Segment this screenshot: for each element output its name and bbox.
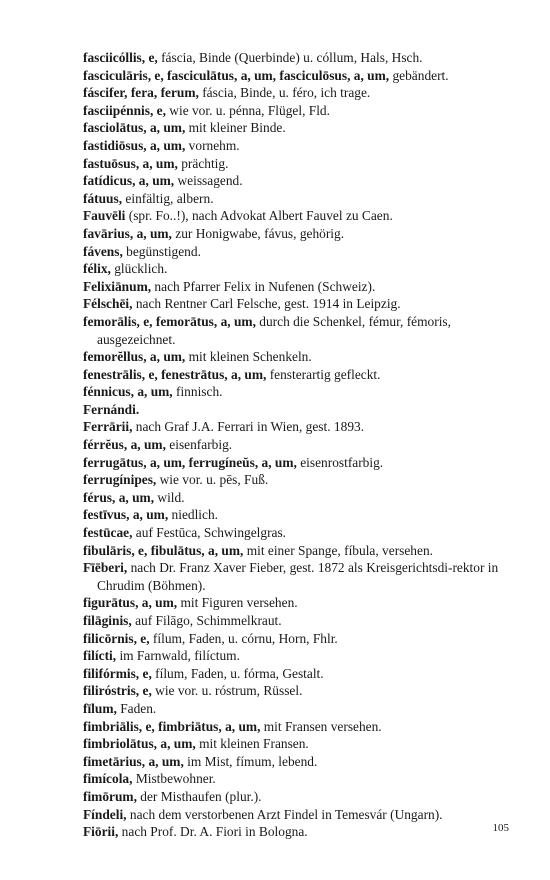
entry-definition: auf Festūca, Schwingelgras. [132, 525, 287, 541]
entry-definition: weissagend. [174, 173, 243, 189]
dictionary-entry [83, 401, 509, 419]
dictionary-entry [83, 137, 509, 155]
entry-headword: festūcae, [83, 525, 133, 541]
entry-definition: mit kleiner Binde. [185, 120, 286, 136]
entry-definition: mit Figuren versehen. [177, 595, 298, 611]
entry-definition: eisenrostfarbig. [296, 454, 384, 470]
entry-headword: fimbriālis, e, fimbriātus, a, um, [83, 718, 261, 734]
entry-headword: fimetārius, a, um, [83, 753, 184, 769]
entry-definition: zur Honigwabe, fávus, gehörig. [171, 225, 345, 241]
entry-definition: nach Pfarrer Felix in Nufenen (Schweiz). [151, 278, 376, 294]
entry-definition: Mistbewohner. [132, 771, 216, 787]
entry-headword: Fíndeli, [83, 806, 127, 822]
entry-definition: fílum, Faden, u. fórma, Gestalt. [151, 665, 324, 681]
entry-headword: filicōrnis, e, [83, 630, 150, 646]
entry-headword: Felixiānum, [83, 278, 152, 294]
dictionary-entry [83, 559, 509, 594]
entry-definition: mit einer Spange, fíbula, versehen. [243, 542, 433, 558]
entry-definition: glücklich. [110, 261, 168, 277]
dictionary-entry [83, 647, 509, 665]
entry-headword: fibulāris, e, fibulātus, a, um, [83, 542, 244, 558]
entry-definition: wild. [154, 489, 185, 505]
dictionary-entry [83, 49, 509, 67]
entry-definition: mit Fransen versehen. [260, 718, 382, 734]
dictionary-entry [83, 348, 509, 366]
entry-definition: nach Rentner Carl Felsche, gest. 1914 in Leipzig. [132, 296, 401, 312]
entry-headword: ferrugínipes, [83, 472, 157, 488]
dictionary-entry [83, 172, 509, 190]
dictionary-entry [83, 207, 509, 225]
dictionary-entry [83, 542, 509, 560]
entry-definition: begünstigend. [122, 243, 201, 259]
entry-headword: filícti, [83, 648, 117, 664]
entry-headword: filifórmis, e, [83, 665, 152, 681]
dictionary-entry [83, 823, 509, 841]
entry-headword: filiróstris, e, [83, 683, 152, 699]
dictionary-entry [83, 278, 509, 296]
entry-definition: nach Dr. Franz Xaver Fieber, gest. 1872 als Kreisgerichtsdi-rektor in Chrudim (Böhmen). [97, 560, 499, 593]
entry-definition: niedlich. [168, 507, 219, 523]
entry-definition: fílum, Faden, u. córnu, Horn, Fhlr. [149, 630, 338, 646]
entry-headword: fīlum, [83, 700, 117, 716]
entry-definition: wie vor. u. róstrum, Rüssel. [151, 683, 303, 699]
dictionary-entry [83, 630, 509, 648]
dictionary-entry [83, 190, 509, 208]
dictionary-entry [83, 155, 509, 173]
dictionary-entry [83, 383, 509, 401]
dictionary-entry [83, 418, 509, 436]
dictionary-entry [83, 594, 509, 612]
dictionary-entry [83, 753, 509, 771]
entry-headword: fimícola, [83, 771, 133, 787]
dictionary-entry [83, 682, 509, 700]
entry-definition: fensterartig gefleckt. [266, 366, 381, 382]
dictionary-entry [83, 454, 509, 472]
entry-headword: ferrugātus, a, um, ferrugíneŭs, a, um, [83, 454, 297, 470]
entry-headword: Félschēi, [83, 296, 133, 312]
dictionary-entry [83, 665, 509, 683]
entry-headword: Fiōrii, [83, 824, 119, 840]
entry-definition: mit kleinen Fransen. [195, 736, 309, 752]
entry-definition: nach dem verstorbenen Arzt Findel in Temesvár (Ungarn). [126, 806, 443, 822]
dictionary-entry [83, 225, 509, 243]
entry-headword: félix, [83, 261, 111, 277]
dictionary-entry [83, 313, 509, 348]
entry-headword: favārius, a, um, [83, 225, 172, 241]
dictionary-entry [83, 806, 509, 824]
entry-definition: einfältig, albern. [122, 190, 214, 206]
entry-headword: fávens, [83, 243, 123, 259]
entry-headword: Fauvēli [83, 208, 126, 224]
dictionary-entry [83, 84, 509, 102]
entry-definition: (spr. Fo..!), nach Advokat Albert Fauvel zu Caen. [125, 208, 393, 224]
entry-headword: fasciculāris, e, fasciculātus, a, um, fasciculōsus, a, um, [83, 67, 390, 83]
entry-definition: im Mist, fímum, lebend. [183, 753, 318, 769]
entry-headword: fátuus, [83, 190, 123, 206]
entry-definition: im Farnwald, filíctum. [116, 648, 240, 664]
entry-headword: fasciipénnis, e, [83, 102, 166, 118]
entry-headword: fenestrālis, e, fenestrātus, a, um, [83, 366, 267, 382]
entry-headword: Fīēberi, [83, 560, 128, 576]
dictionary-entry [83, 295, 509, 313]
entry-headword: fimbriolātus, a, um, [83, 736, 196, 752]
entry-headword: férrĕus, a, um, [83, 437, 166, 453]
dictionary-entry [83, 260, 509, 278]
entry-headword: fastuōsus, a, um, [83, 155, 178, 171]
dictionary-entry [83, 524, 509, 542]
entry-headword: Fernándi. [83, 401, 140, 417]
dictionary-entry [83, 770, 509, 788]
entry-headword: férus, a, um, [83, 489, 155, 505]
entry-definition: auf Filāgo, Schimmelkraut. [131, 613, 282, 628]
entry-headword: fasciolātus, a, um, [83, 120, 186, 136]
dictionary-entry [83, 612, 509, 630]
entry-headword: femorālis, e, femorātus, a, um, [83, 313, 256, 329]
entry-definition: eisenfarbig. [165, 437, 233, 453]
entry-definition: nach Prof. Dr. A. Fiori in Bologna. [118, 824, 308, 840]
entry-definition: mit kleinen Schenkeln. [185, 349, 312, 365]
entry-headword: femorĕllus, a, um, [83, 349, 186, 365]
dictionary-entry [83, 366, 509, 384]
entry-definition: fáscia, Binde, u. féro, ich trage. [198, 85, 371, 101]
entry-definition: der Misthaufen (plur.). [136, 788, 262, 804]
dictionary-entry [83, 243, 509, 261]
entry-headword: fastidiōsus, a, um, [83, 137, 186, 153]
entry-headword: figurātus, a, um, [83, 595, 178, 611]
entry-definition: gebändert. [389, 67, 449, 83]
entry-definition: durch die Schenkel, fémur, fémoris, ausgezeichnet. [97, 313, 451, 347]
dictionary-entry [83, 119, 509, 137]
entry-definition: fáscia, Binde (Querbinde) u. cóllum, Hals, Hsch. [157, 50, 423, 65]
entry-headword: fatídicus, a, um, [83, 173, 175, 189]
dictionary-entry [83, 436, 509, 454]
entry-definition: Faden. [116, 700, 157, 716]
entry-definition: prächtig. [177, 155, 229, 171]
entry-definition: wie vor. u. pénna, Flügel, Fld. [165, 102, 330, 118]
dictionary-entry [83, 67, 509, 85]
entry-headword: Ferrārii, [83, 419, 133, 435]
dictionary-entry [83, 506, 509, 524]
entry-definition: nach Graf J.A. Ferrari in Wien, gest. 1893. [132, 419, 365, 435]
entry-headword: fénnicus, a, um, [83, 384, 173, 400]
entry-list [83, 49, 509, 841]
dictionary-entry [83, 102, 509, 120]
entry-headword: fimōrum, [83, 788, 137, 804]
entry-definition: vornehm. [185, 137, 240, 153]
dictionary-entry [83, 788, 509, 806]
entry-headword: filāginis, [83, 613, 132, 628]
dictionary-entry [83, 700, 509, 718]
dictionary-entry [83, 471, 509, 489]
page-number: 105 [492, 822, 509, 834]
entry-definition: finnisch. [172, 384, 223, 400]
entry-definition: wie vor. u. pēs, Fuß. [156, 472, 269, 488]
entry-headword: fáscifer, fera, ferum, [83, 85, 199, 101]
dictionary-entry [83, 489, 509, 507]
dictionary-entry [83, 735, 509, 753]
entry-headword: fasciicóllis, e, [83, 50, 158, 65]
dictionary-entry [83, 718, 509, 736]
entry-headword: festīvus, a, um, [83, 507, 169, 523]
